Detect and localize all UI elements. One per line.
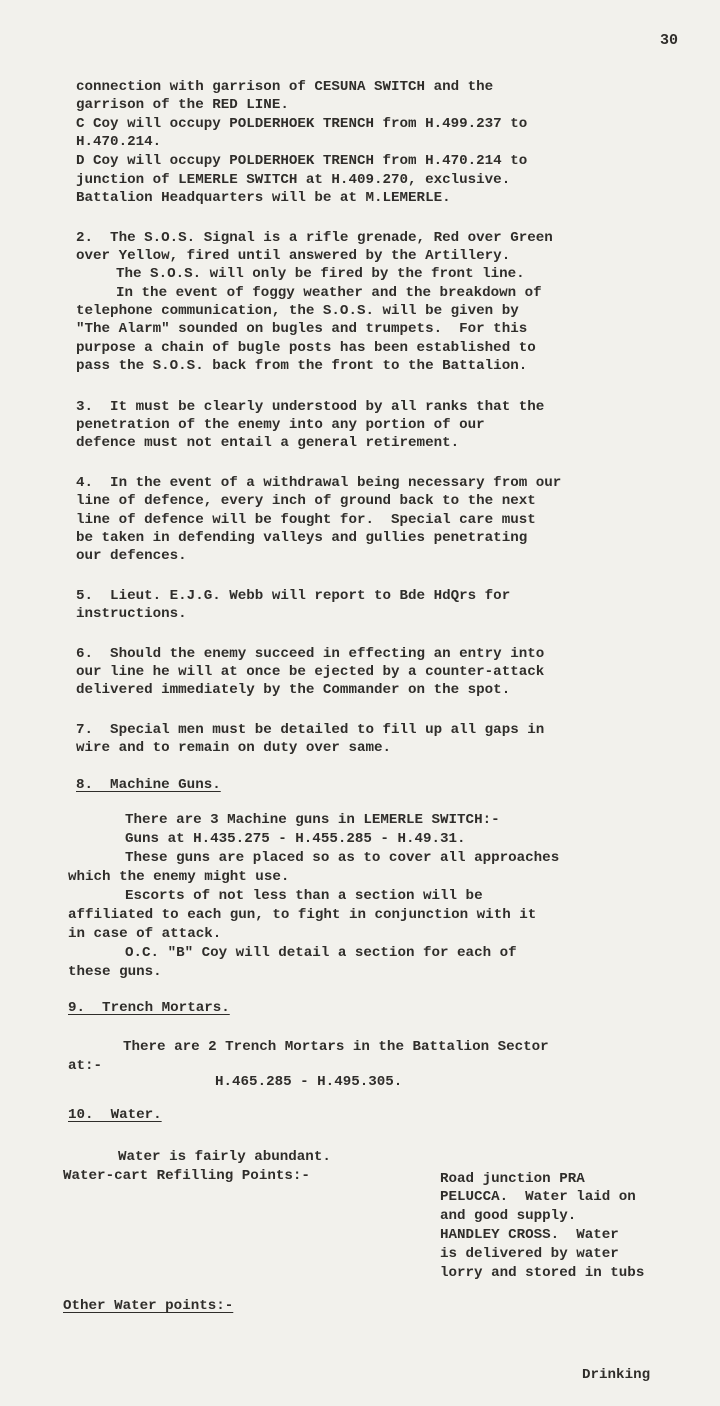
paragraph-2-line: telephone communication, the S.O.S. will be given by — [76, 303, 519, 319]
section-heading-machine-guns: 8. Machine Guns. — [76, 777, 221, 793]
water-point-line: is delivered by water — [440, 1246, 619, 1262]
water-point-line: and good supply. — [440, 1208, 577, 1224]
paragraph-2-line: purpose a chain of bugle posts has been established to — [76, 340, 536, 356]
water-cart-label: Water-cart Refilling Points:- — [63, 1168, 310, 1184]
paragraph-5-line: 5. Lieut. E.J.G. Webb will report to Bde HdQrs for — [76, 588, 511, 604]
machine-guns-line: There are 3 Machine guns in LEMERLE SWITCH:- — [125, 812, 500, 828]
paragraph-2-line: In the event of foggy weather and the breakdown of — [116, 285, 542, 301]
paragraph-4-line: our defences. — [76, 548, 187, 564]
water-point-line: lorry and stored in tubs — [440, 1265, 645, 1281]
section-heading-water: 10. Water. — [68, 1107, 162, 1123]
intro-line: junction of LEMERLE SWITCH at H.409.270, exclusive. — [76, 172, 511, 188]
paragraph-7-line: 7. Special men must be detailed to fill up all gaps in — [76, 722, 545, 738]
machine-guns-line: affiliated to each gun, to fight in conjunction with it — [68, 907, 537, 923]
machine-guns-line: in case of attack. — [68, 926, 222, 942]
machine-guns-line: Escorts of not less than a section will be — [125, 888, 483, 904]
paragraph-2-line: pass the S.O.S. back from the front to the Battalion. — [76, 358, 528, 374]
paragraph-6-line: 6. Should the enemy succeed in effecting an entry into — [76, 646, 545, 662]
paragraph-4-line: be taken in defending valleys and gullies penetrating — [76, 530, 528, 546]
paragraph-4-line: 4. In the event of a withdrawal being necessary from our — [76, 475, 562, 491]
trench-mortars-line: There are 2 Trench Mortars in the Battalion Sector — [123, 1039, 549, 1055]
paragraph-3-line: 3. It must be clearly understood by all ranks that the — [76, 399, 545, 415]
paragraph-3-line: defence must not entail a general retirement. — [76, 435, 460, 451]
section-heading-trench-mortars: 9. Trench Mortars. — [68, 1000, 230, 1016]
machine-guns-line: which the enemy might use. — [68, 869, 290, 885]
intro-line: garrison of the RED LINE. — [76, 97, 289, 113]
intro-line: C Coy will occupy POLDERHOEK TRENCH from H.499.237 to — [76, 116, 528, 132]
paragraph-6-line: our line he will at once be ejected by a counter-attack — [76, 664, 545, 680]
other-water-points-heading: Other Water points:- — [63, 1298, 234, 1314]
water-point-line: Road junction PRA — [440, 1171, 585, 1187]
intro-line: Battalion Headquarters will be at M.LEMERLE. — [76, 190, 451, 206]
intro-line: connection with garrison of CESUNA SWITCH and the — [76, 79, 494, 95]
paragraph-5-line: instructions. — [76, 606, 187, 622]
paragraph-7-line: wire and to remain on duty over same. — [76, 740, 392, 756]
intro-line: H.470.214. — [76, 134, 162, 150]
page-number: 30 — [660, 32, 679, 49]
machine-guns-line: these guns. — [68, 964, 162, 980]
water-point-line: PELUCCA. Water laid on — [440, 1189, 636, 1205]
water-intro: Water is fairly abundant. — [118, 1149, 331, 1165]
paragraph-2-line: The S.O.S. will only be fired by the front line. — [116, 266, 525, 282]
paragraph-2-line: "The Alarm" sounded on bugles and trumpets. For this — [76, 321, 528, 337]
intro-line: D Coy will occupy POLDERHOEK TRENCH from H.470.214 to — [76, 153, 528, 169]
paragraph-6-line: delivered immediately by the Commander on the spot. — [76, 682, 511, 698]
paragraph-4-line: line of defence, every inch of ground back to the next — [76, 493, 536, 509]
machine-guns-line: O.C. "B" Coy will detail a section for each of — [125, 945, 517, 961]
paragraph-4-line: line of defence will be fought for. Special care must — [76, 512, 536, 528]
trench-mortars-line: at:- — [68, 1058, 103, 1074]
paragraph-3-line: penetration of the enemy into any portion of our — [76, 417, 485, 433]
paragraph-2-line: 2. The S.O.S. Signal is a rifle grenade, Red over Green — [76, 230, 553, 246]
machine-guns-line: Guns at H.435.275 - H.455.285 - H.49.31. — [125, 831, 466, 847]
paragraph-2-line: over Yellow, fired until answered by the Artillery. — [76, 248, 511, 264]
water-point-line: HANDLEY CROSS. Water — [440, 1227, 619, 1243]
catchword: Drinking — [582, 1367, 651, 1383]
machine-guns-line: These guns are placed so as to cover all approaches — [125, 850, 560, 866]
trench-mortars-line: H.465.285 - H.495.305. — [215, 1074, 403, 1090]
